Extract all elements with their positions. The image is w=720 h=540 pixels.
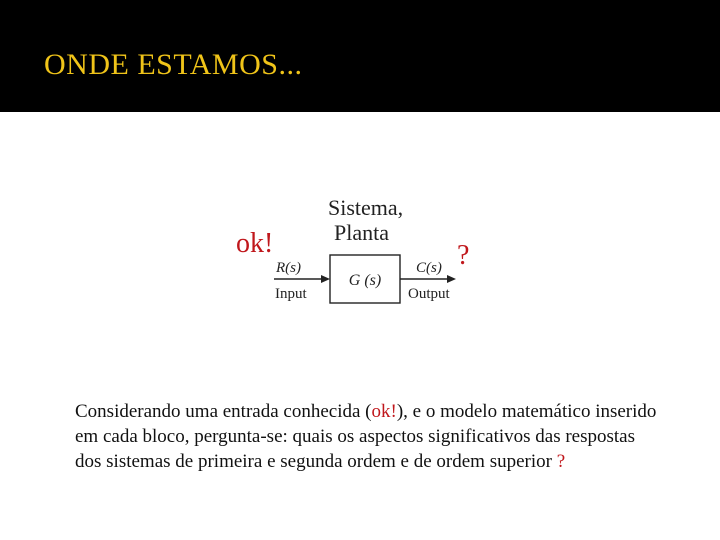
ok-mark: ok! [236, 228, 274, 259]
system-label-line2: Planta [334, 220, 389, 245]
title-bar [0, 0, 720, 112]
paragraph-ok: ok! [371, 401, 397, 422]
block-label: G (s) [348, 272, 382, 289]
output-label: Output [408, 286, 450, 302]
question-mark: ? [457, 240, 470, 271]
block-diagram [226, 186, 486, 316]
input-signal-label: R(s) [276, 260, 301, 276]
input-label: Input [275, 286, 307, 302]
output-arrow-head [447, 275, 456, 283]
system-label-line1: Sistema, [328, 195, 404, 220]
input-arrow-head [321, 275, 330, 283]
paragraph-part2: ), e o modelo matemático inserido em cada bloco, pergunta-se: quais os aspectos significativos das respostas dos sistemas de primeira e segunda ordem e de ordem superior [75, 401, 657, 472]
paragraph-question-mark: ? [556, 451, 566, 472]
paragraph-part1: Considerando uma entrada conhecida ( [75, 401, 372, 422]
question-paragraph [75, 399, 665, 474]
output-signal-label: C(s) [416, 260, 442, 276]
slide-title: ONDE ESTAMOS... [44, 48, 303, 81]
